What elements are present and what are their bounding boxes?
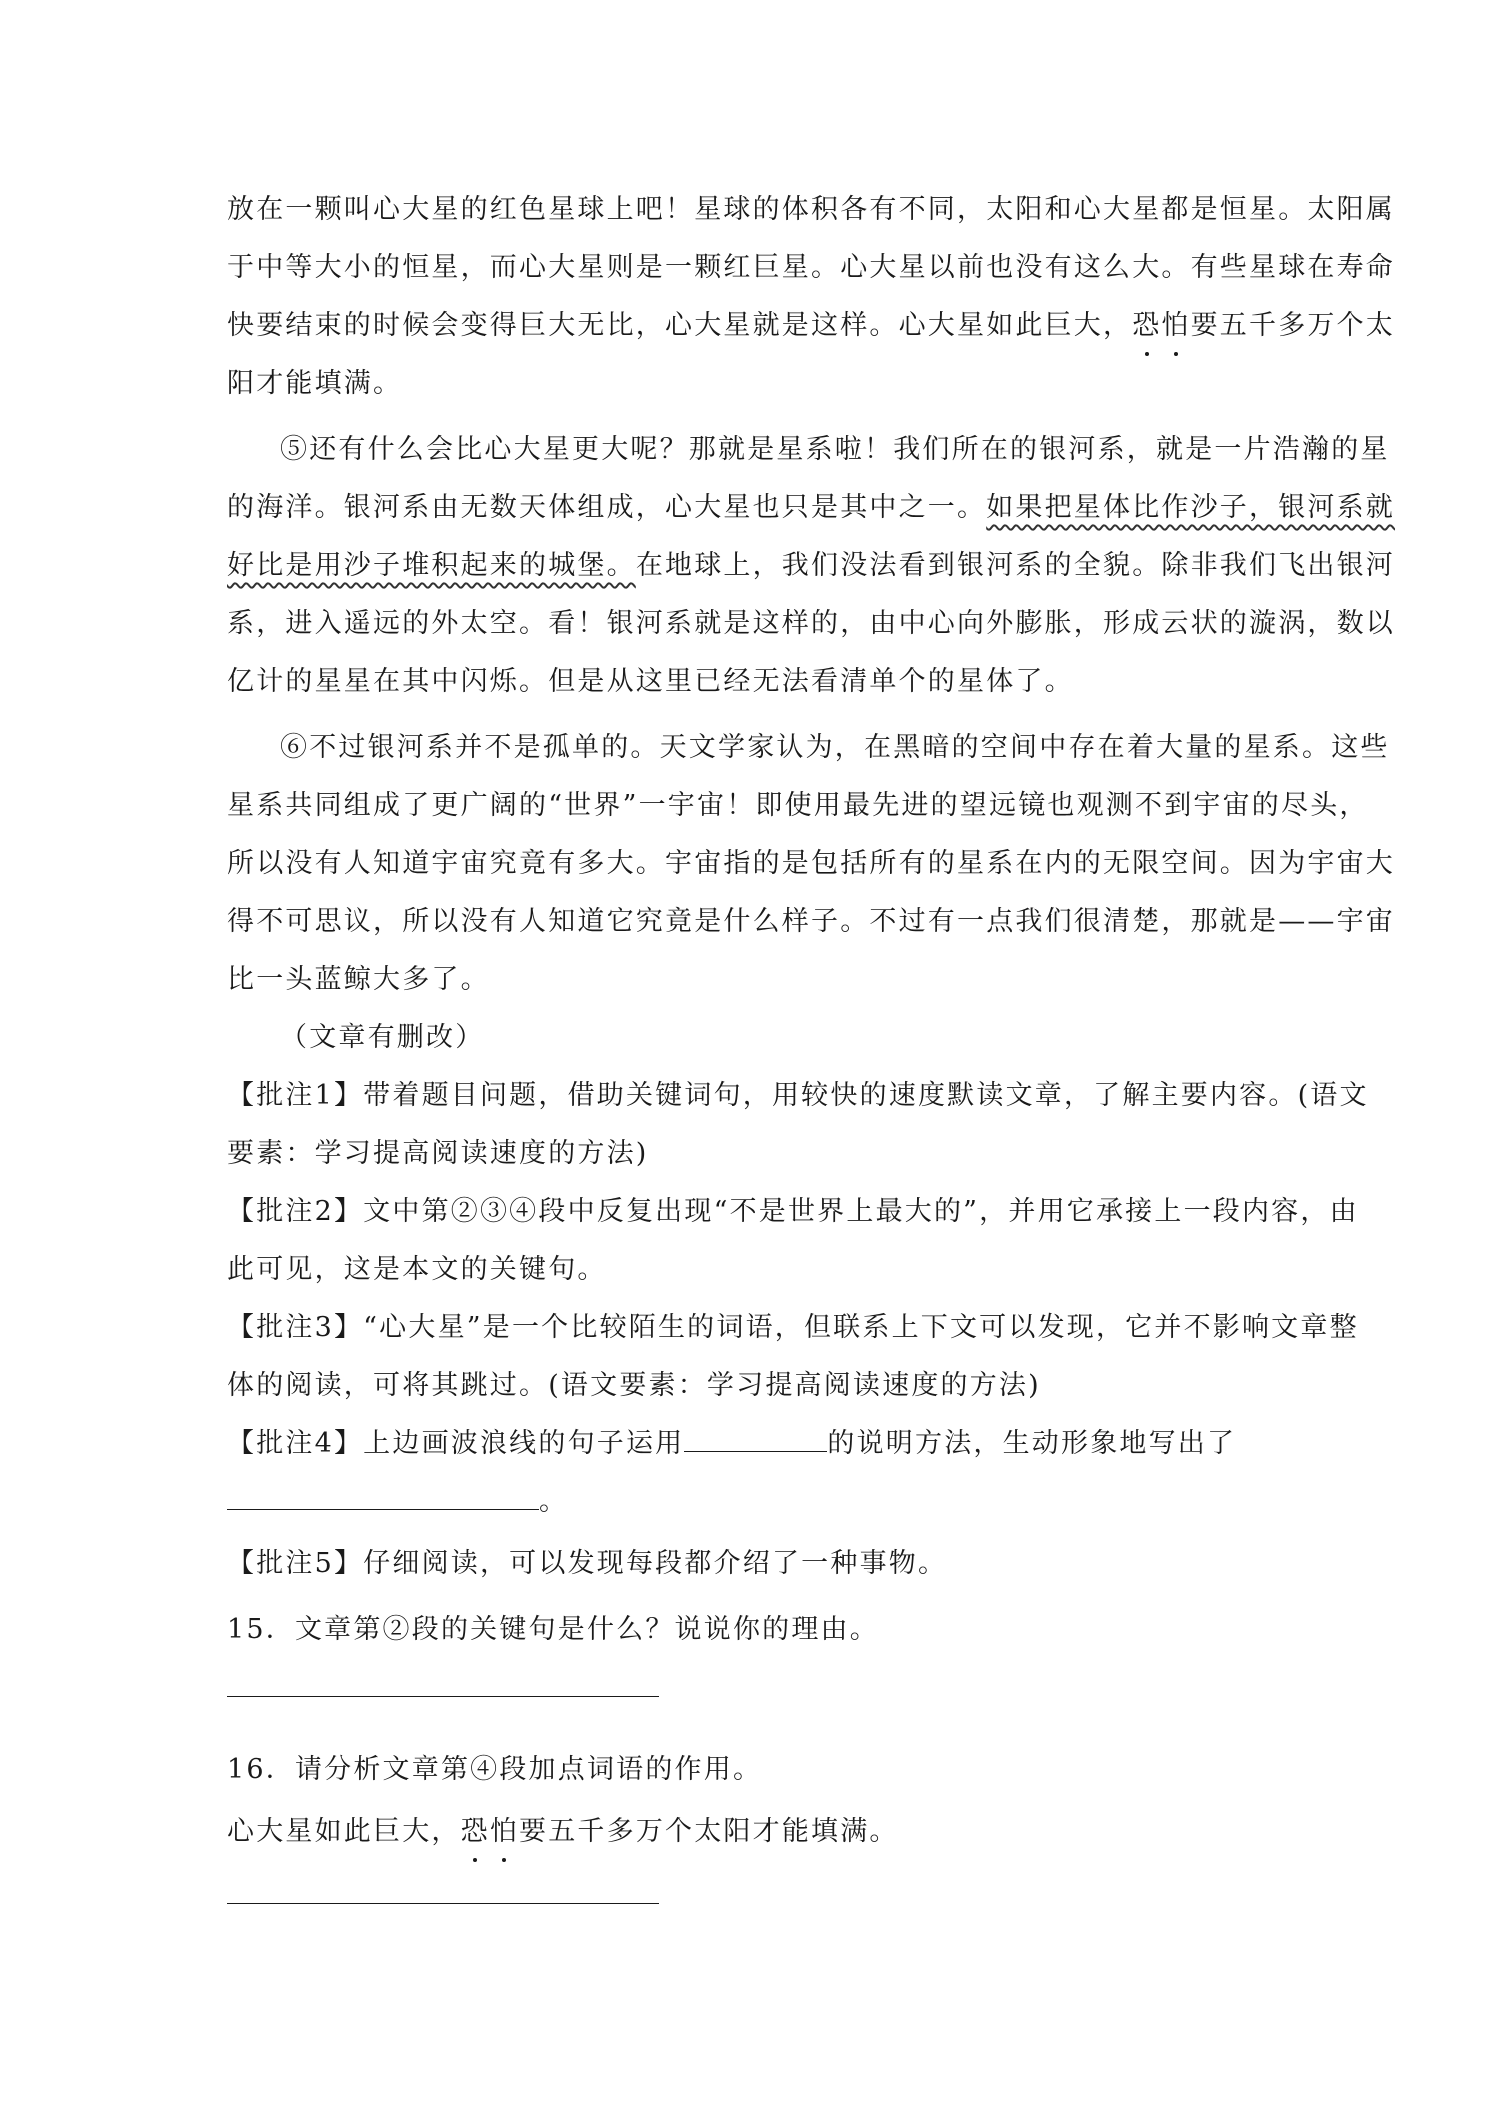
p4-line-3 (227, 306, 1395, 346)
annotation-1-line-1: 【批注1】带着题目问题，借助关键词句，用较快的速度默读文章，了解主要内容。(语文 (227, 1080, 1369, 1111)
annotation-2-line-1: 【批注2】文中第②③④段中反复出现“不是世界上最大的”，并用它承接上一段内容，由 (227, 1196, 1359, 1227)
p6-line-3: 所以没有人知道宇宙究竟有多大。宇宙指的是包括所有的星系在内的无限空间。因为宇宙大 (227, 848, 1395, 879)
question-16: 16．请分析文章第④段加点词语的作用。 (227, 1754, 763, 1785)
answer-line-q15[interactable] (227, 1696, 659, 1697)
p4-line-3-tail: 要五千多万个太 (1190, 310, 1396, 341)
annotation-4-text: 【批注4】上边画波浪线的句子运用 (227, 1428, 685, 1459)
q16-sentence-tail: 要五千多万个太阳才能填满。 (519, 1816, 899, 1847)
annotation-4-line-1 (227, 1424, 1236, 1464)
emphasis-dot-pa: 怕 (1161, 306, 1190, 346)
annotation-2-line-2: 此可见，这是本文的关键句。 (227, 1254, 607, 1285)
p4-line-4: 阳才能填满。 (227, 368, 403, 399)
emphasis-dot-kong-q16: 恐 (461, 1812, 490, 1852)
annotation-4-line-2 (227, 1482, 568, 1522)
annotation-3-line-2: 体的阅读，可将其跳过。(语文要素：学习提高阅读速度的方法) (227, 1370, 1041, 1401)
answer-line-q16[interactable] (227, 1903, 659, 1904)
source-note: （文章有删改） (280, 1022, 485, 1053)
answer-blank-method[interactable] (684, 1425, 827, 1452)
p4-line-2: 于中等大小的恒星，而心大星则是一颗红巨星。心大星以前也没有这么大。有些星球在寿命 (227, 252, 1395, 283)
p6-line-5: 比一头蓝鲸大多了。 (227, 964, 490, 995)
p4-line-1: 放在一颗叫心大星的红色星球上吧！星球的体积各有不同，太阳和心大星都是恒星。太阳属 (227, 194, 1395, 225)
p6-line-4: 得不可思议，所以没有人知道它究竟是什么样子。不过有一点我们很清楚，那就是——宇宙 (227, 906, 1395, 937)
wavy-underlined-sentence: 如果把星体比作沙子，银河系就 (986, 492, 1396, 523)
emphasis-dot-kong: 恐 (1132, 306, 1161, 346)
emphasis-dot-pa-q16: 怕 (490, 1812, 519, 1852)
question-16-sentence (227, 1812, 899, 1852)
p5-line-5: 亿计的星星在其中闪烁。但是从这里已经无法看清单个的星体了。 (227, 666, 1074, 697)
answer-blank-effect[interactable] (227, 1483, 539, 1510)
p5-line-3 (227, 546, 1395, 586)
annotation-5: 【批注5】仔细阅读，可以发现每段都介绍了一种事物。 (227, 1548, 948, 1579)
wavy-underlined-sentence-cont: 好比是用沙子堆积起来的城堡。 (227, 550, 636, 581)
annotation-4-end: 。 (539, 1486, 569, 1517)
p5-line-4: 系，进入遥远的外太空。看！银河系就是这样的，由中心向外膨胀，形成云状的漩涡，数以 (227, 608, 1395, 639)
annotation-1-line-2: 要素：学习提高阅读速度的方法) (227, 1138, 649, 1169)
annotation-4-text-tail: 的说明方法，生动形象地写出了 (827, 1428, 1237, 1459)
p5-line-3-text: 在地球上，我们没法看到银河系的全貌。除非我们飞出银河 (635, 550, 1396, 581)
annotation-3-line-1: 【批注3】“心大星”是一个比较陌生的词语，但联系上下文可以发现，它并不影响文章整 (227, 1312, 1359, 1343)
p4-line-3-text: 快要结束的时候会变得巨大无比，心大星就是这样。心大星如此巨大， (227, 310, 1133, 341)
p6-line-1: ⑥不过银河系并不是孤单的。天文学家认为，在黑暗的空间中存在着大量的星系。这些 (280, 732, 1390, 763)
p6-line-2: 星系共同组成了更广阔的“世界”一宇宙！即使用最先进的望远镜也观测不到宇宙的尽头， (227, 790, 1369, 821)
p5-line-1: ⑤还有什么会比心大星更大呢？那就是星系啦！我们所在的银河系，就是一片浩瀚的星 (280, 434, 1390, 465)
p5-line-2-text: 的海洋。银河系由无数天体组成，心大星也只是其中之一。 (227, 492, 987, 523)
q16-sentence-text: 心大星如此巨大， (227, 1816, 461, 1847)
p5-line-2 (227, 488, 1395, 528)
question-15: 15．文章第②段的关键句是什么？说说你的理由。 (227, 1614, 879, 1645)
